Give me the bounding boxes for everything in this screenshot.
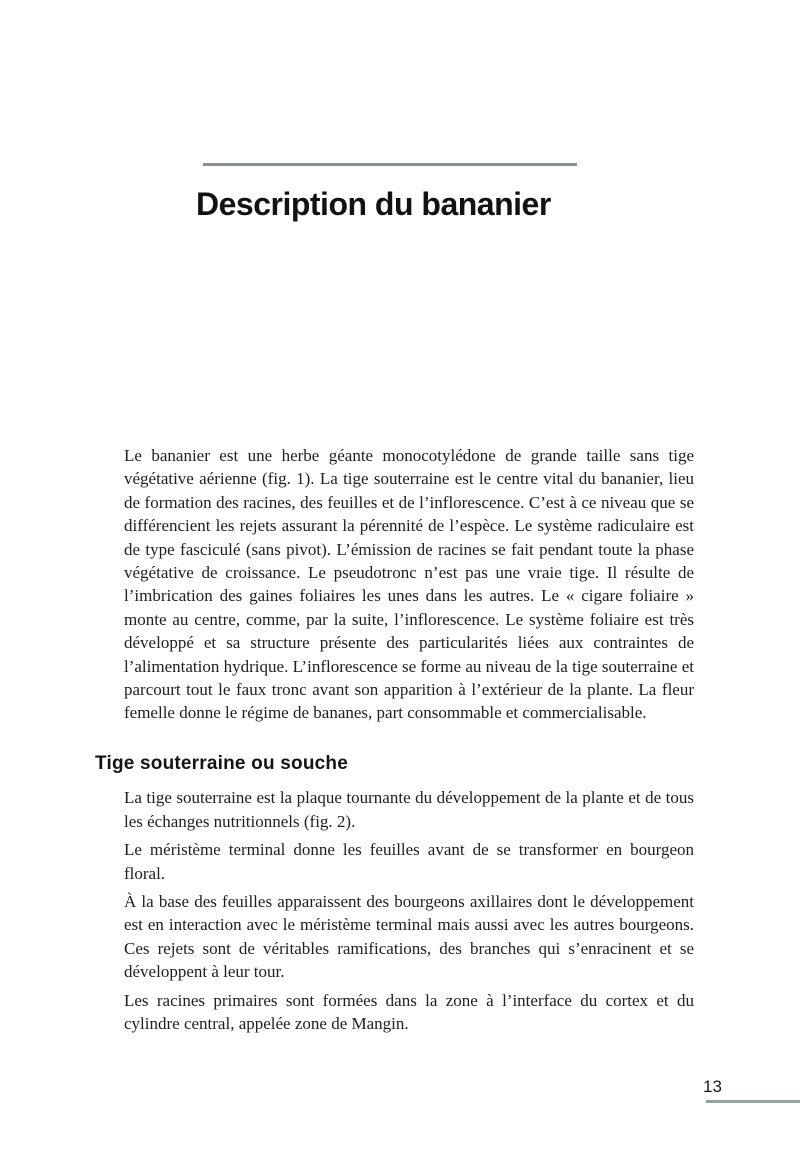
paragraph: À la base des feuilles apparaissent des bourgeons axillaires dont le développement est en interaction avec le méristème terminal mais aussi avec les autres bourgeons. Ces rejets sont de véritables ramifications, des branches qui s’enracinent et se développent à leur tour.: [124, 891, 694, 982]
body-text-column: [95, 444, 694, 1040]
page-number: 13: [703, 1077, 722, 1096]
footer-rule: [706, 1100, 800, 1103]
paragraph: La tige souterraine est la plaque tournante du développement de la plante et de tous les échanges nutritionnels (fig. 2).: [124, 788, 694, 831]
chapter-title-rule: [203, 163, 577, 166]
chapter-title: Description du bananier: [196, 186, 551, 222]
section-heading: Tige souterraine ou souche: [95, 752, 348, 774]
paragraph: Le méristème terminal donne les feuilles avant de se transformer en bourgeon floral.: [124, 840, 694, 883]
intro-paragraph: Le bananier est une herbe géante monocotylédone de grande taille sans tige végétative aérienne (fig. 1). La tige souterraine est le centre vital du bananier, lieu de formation des racines, des feuilles et de l’inflorescence. C’est à ce niveau que se différencient les rejets assurant la pérennité de l’espèce. Le système radiculaire est de type fasciculé (sans pivot). L’émission de racines se fait pendant toute la phase végétative de croissance. Le pseudotronc n’est pas une vraie tige. Il résulte de l’imbrication des gaines foliaires les unes dans les autres. Le « cigare foliaire » monte au centre, comme, par la suite, l’inflorescence. Le système foliaire est très développé et sa structure présente des particularités liées aux contraintes de l’alimentation hydrique. L’inflorescence se forme au niveau de la tige souterraine et parcourt tout le faux tronc avant son apparition à l’extérieur de la plante. La fleur femelle donne le régime de bananes, part consommable et commercialisable.: [124, 446, 694, 723]
paragraph: Les racines primaires sont formées dans la zone à l’interface du cortex et du cylindre central, appelée zone de Mangin.: [124, 990, 694, 1033]
